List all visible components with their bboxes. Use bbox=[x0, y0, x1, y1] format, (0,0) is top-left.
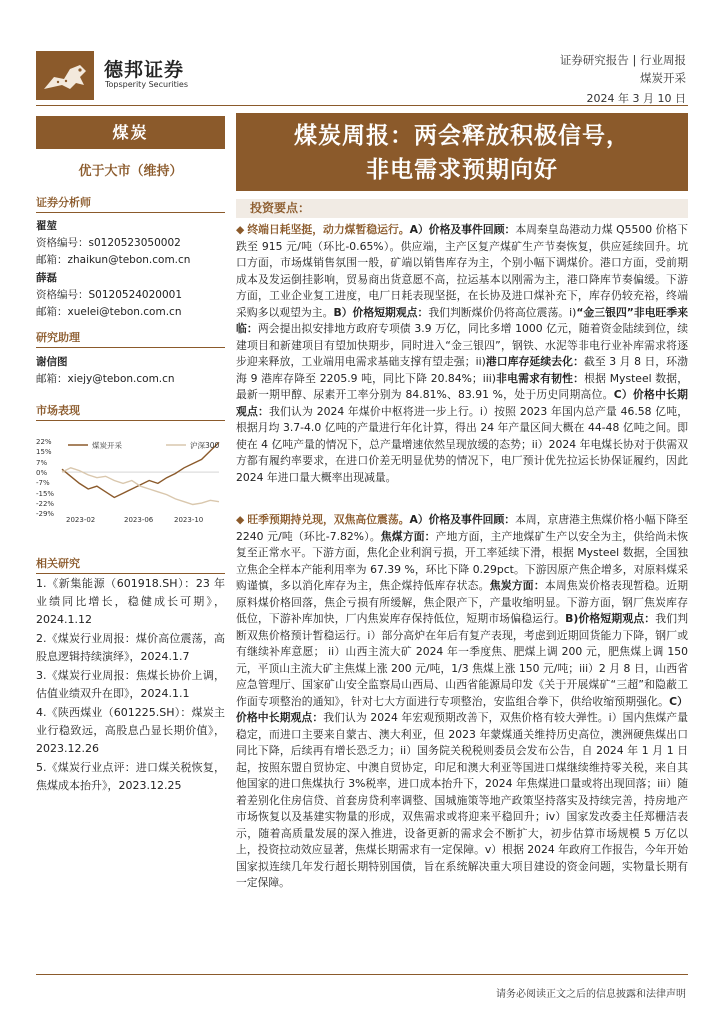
assistant-name: 谢信图 bbox=[36, 356, 68, 368]
x-tick-label: 2023-06 bbox=[124, 516, 154, 524]
related-heading: 相关研究 bbox=[36, 556, 225, 574]
report-type: 证券研究报告 | 行业周报 bbox=[559, 53, 686, 67]
related-item[interactable]: 2.《煤炭行业周报：煤价高位震荡，高股息逻辑持续演绎》，2024.1.7 bbox=[36, 632, 225, 663]
report-sector: 煤炭开采 bbox=[640, 71, 686, 85]
key-point-coking: ◆ 旺季预期持兑现，双焦高位震荡。A）价格及事件回顾：本周，京唐港主焦煤价格小幅下降至 2240 元/吨（环比-7.82%）。焦煤方面：产地方面，主产地煤矿生产以安全为主，供给尚未恢复至正常水平。下游方面，焦化企业利润亏损，开工率延续下滑，根据 Mysteel 数据，全国独立焦企全样本产能利用率为 67.39 %，环比下降 0.29pct。下游因原产焦企增多，对原料煤采购谨慎，多以消化库存为主，焦企煤持低库存状态。焦炭方面：本周焦炭价格表现暂稳。近期原料煤价格回落，焦企亏损有所缓解，焦企限产下，产量收缩明显。下游方面，钢厂焦炭库存低位，下游补库加快，厂内焦炭库存保持低位，短期市场偏稳运行。B)价格短期观点：我们判断双焦价格预计暂稳运行。i）部分高炉在年后有复产表现，考虑到近期回货能力下降，钢厂或有继续补库意愿； ii）山西主流大矿 2024 年一季度焦、肥煤上调 200 元，肥焦煤上调 150 元，平顶山主流大矿主焦煤上涨 200 元/吨，1/3 焦煤上涨 150 元/吨；iii）2 月 8 日，山西省应急管理厅、国家矿山安全监察局山西局、山西省能源局印发《关于开展煤矿“三超”和隐蔽工作面专项整治的通知》，针对七大方面进行专项整治，安监组合拳下，供给收缩预期强化。C）价格中长期观点：我们认为 2024 年宏观预期改善下，双焦价格有较大弹性。i）国内焦煤产量稳定，而进口主要来自蒙古、澳大利亚，但 2023 年蒙煤通关维持历史高位，澳洲硬焦煤出口同比下降，后续再有增长恐乏力；ii）国务院关税税则委员会发布公告，自 2024 年 1 月 1 日起，按照东盟自贸协定、中澳自贸协定，印尼和澳大利亚等国进口煤继续维持零关税，来自其他国家的进口焦煤执行 3%税率，进口成本抬升下，2024 年焦煤进口量或将出现回落；iii）随着差别化住房信贷、首套房贷利率调整、国城施策等地产政策坚持落实及持续完善，持房地产市场恢复以及基建实物量的形成，双焦需求或将迎来平稳回升；iv）国家发改委主任郑栅洁表示，随着高质量发展的深入推进，设备更新的需求会不断扩大，初步估算市场规模 5 万亿以上，投资拉动效应显著，焦煤长期需求有一定保障。v）根据 2024 年政府工作报告，今年开始国家拟连续几年发行超长期特别国债，旨在系统解决重大项目建设的资金问题，实物量长期有一定保障。 bbox=[236, 513, 689, 889]
analyst-cert-2: 资格编号：S0120524020001 bbox=[36, 289, 183, 301]
point-lead: 旺季预期持兑现，双焦高位震荡。 bbox=[247, 513, 410, 526]
related-list bbox=[36, 575, 225, 796]
y-tick-label: -29% bbox=[36, 510, 55, 518]
y-tick-label: -15% bbox=[36, 490, 55, 499]
y-tick-label: 22% bbox=[36, 438, 52, 446]
title-line-2: 非电需求预期向好 bbox=[366, 157, 558, 183]
analyst-email-2[interactable]: 邮箱：xuelei@tebon.com.cn bbox=[36, 306, 182, 318]
y-tick-label: 0% bbox=[36, 469, 48, 478]
bullet-icon: ◆ bbox=[236, 223, 245, 236]
key-points-heading: 投资要点： bbox=[236, 199, 688, 218]
brand-logo-mark bbox=[36, 51, 94, 100]
x-tick-label: 2023-10 bbox=[174, 516, 204, 524]
brand-name-en: Topsperity Securities bbox=[105, 80, 189, 89]
related-item[interactable]: 3.《煤炭行业周报：焦煤长协价上调，估值业绩双升在即》，2024.1.1 bbox=[36, 669, 225, 700]
y-tick-label: 15% bbox=[36, 447, 52, 456]
related-item[interactable]: 1.《新集能源（601918.SH）：23 年业绩同比增长，稳健成长可期》，2024.1.12 bbox=[36, 577, 225, 626]
analyst-cert-1: 资格编号：s0120523050002 bbox=[36, 237, 181, 249]
legend-label: 沪深300 bbox=[190, 441, 220, 450]
legend-label: 煤炭开采 bbox=[92, 441, 122, 450]
market-heading: 市场表现 bbox=[36, 403, 225, 421]
analyst-email-1[interactable]: 邮箱：zhaikun@tebon.com.cn bbox=[36, 254, 191, 266]
leopard-logo-icon bbox=[36, 51, 94, 100]
title-line-1: 煤炭周报：两会释放积极信号， bbox=[294, 123, 630, 149]
market-performance-chart bbox=[36, 435, 225, 525]
assistant-heading: 研究助理 bbox=[36, 330, 225, 348]
analyst-name-1: 翟堃 bbox=[36, 220, 57, 232]
key-point-coal: ◆ 终端日耗坚挺，动力煤暂稳运行。A）价格及事件回顾：本周秦皇岛港动力煤 Q5500 价格下跌至 915 元/吨（环比-0.65%）。供应端，主产区复产煤矿生产节奏恢复，供应延续回升。坑口方面，市场煤销售氛围一般，矿端以销售库存为主，个别小幅下调煤价。港口方面，受前期成本及发运倒挂影响，贸易商出货意愿不高，拉运基本以刚需为主，港口降库节奏偏缓。下游方面，工业企业复工进度，电厂日耗表现坚挺，在长协及进口煤补充下，库存仍较充裕，终端采购多以观望为主。B）价格短期观点：我们判断煤价仍将高位震荡。i)“金三银四”非电旺季来临：两会提出拟安排地方政府专项债 3.9 万亿，同比多增 1000 亿元，随着资金陆续到位，续建项目和新建项目有望加快期步，同时进入“金三银四”，钢铁、水泥等非电行业补库需求将逐步迎来释放，工业端用电需求基础支撑有望走强；ii)港口库存延续去化：截至 3 月 8 日，环渤海 9 港库存降至 2205.9 吨，同比下降 20.84%；iii)非电需求有韧性：根据 Mysteel 数据，最新一期甲醇、尿素开工率分别为 84.81%、83.91 %，处于历史同期高位。C）价格中长期观点：我们认为 2024 年煤价中枢将进一步上行。i）按照 2023 年国内总产量 46.58 亿吨，根据月均 3.7-4.0 亿吨的产量进行年化计算，得出 24 年产量区间大概在 44-48 亿吨之间。即使在 4 亿吨产量的情况下，总产量增速依然呈现放缓的态势；ii）2024 年电煤长协对于供需双方都有履约率要求，在进口价差无明显优势的情况下，电厂预计优先拉运长协保证履约，因此 2024 年进口量大概率出现减量。 bbox=[236, 223, 689, 484]
related-item[interactable]: 4.《陕西煤业（601225.SH）：煤炭主业行稳致远，高股息凸显长期价值》，2023.12.26 bbox=[36, 706, 225, 755]
disclaimer-footer: 请务必阅读正文之后的信息披露和法律声明 bbox=[496, 989, 686, 1000]
point-lead: 终端日耗坚挺，动力煤暂稳运行。 bbox=[247, 223, 410, 236]
report-title bbox=[236, 113, 688, 191]
x-tick-label: 2023-02 bbox=[66, 516, 96, 524]
series-line-coal bbox=[62, 442, 219, 497]
header-divider bbox=[36, 105, 688, 106]
rating-label: 优于大市（维持） bbox=[78, 164, 183, 179]
bullet-icon: ◆ bbox=[236, 513, 245, 526]
industry-label: 煤炭 bbox=[36, 116, 225, 149]
y-tick-label: -7% bbox=[36, 478, 50, 487]
y-tick-label: -22% bbox=[36, 500, 55, 509]
assistant-email[interactable]: 邮箱：xiejy@tebon.com.cn bbox=[36, 373, 175, 385]
footer-divider bbox=[36, 974, 688, 975]
analyst-heading: 证券分析师 bbox=[36, 195, 225, 213]
analyst-name-2: 薛磊 bbox=[36, 272, 57, 284]
related-item[interactable]: 5.《煤炭行业点评：进口煤关税恢复，焦煤成本抬升》，2023.12.25 bbox=[36, 761, 225, 792]
report-date: 2024 年 3 月 10 日 bbox=[586, 92, 686, 105]
brand-name: 德邦证券 bbox=[104, 59, 185, 81]
series-line-csi300 bbox=[62, 468, 219, 505]
y-tick-label: 7% bbox=[36, 459, 48, 468]
